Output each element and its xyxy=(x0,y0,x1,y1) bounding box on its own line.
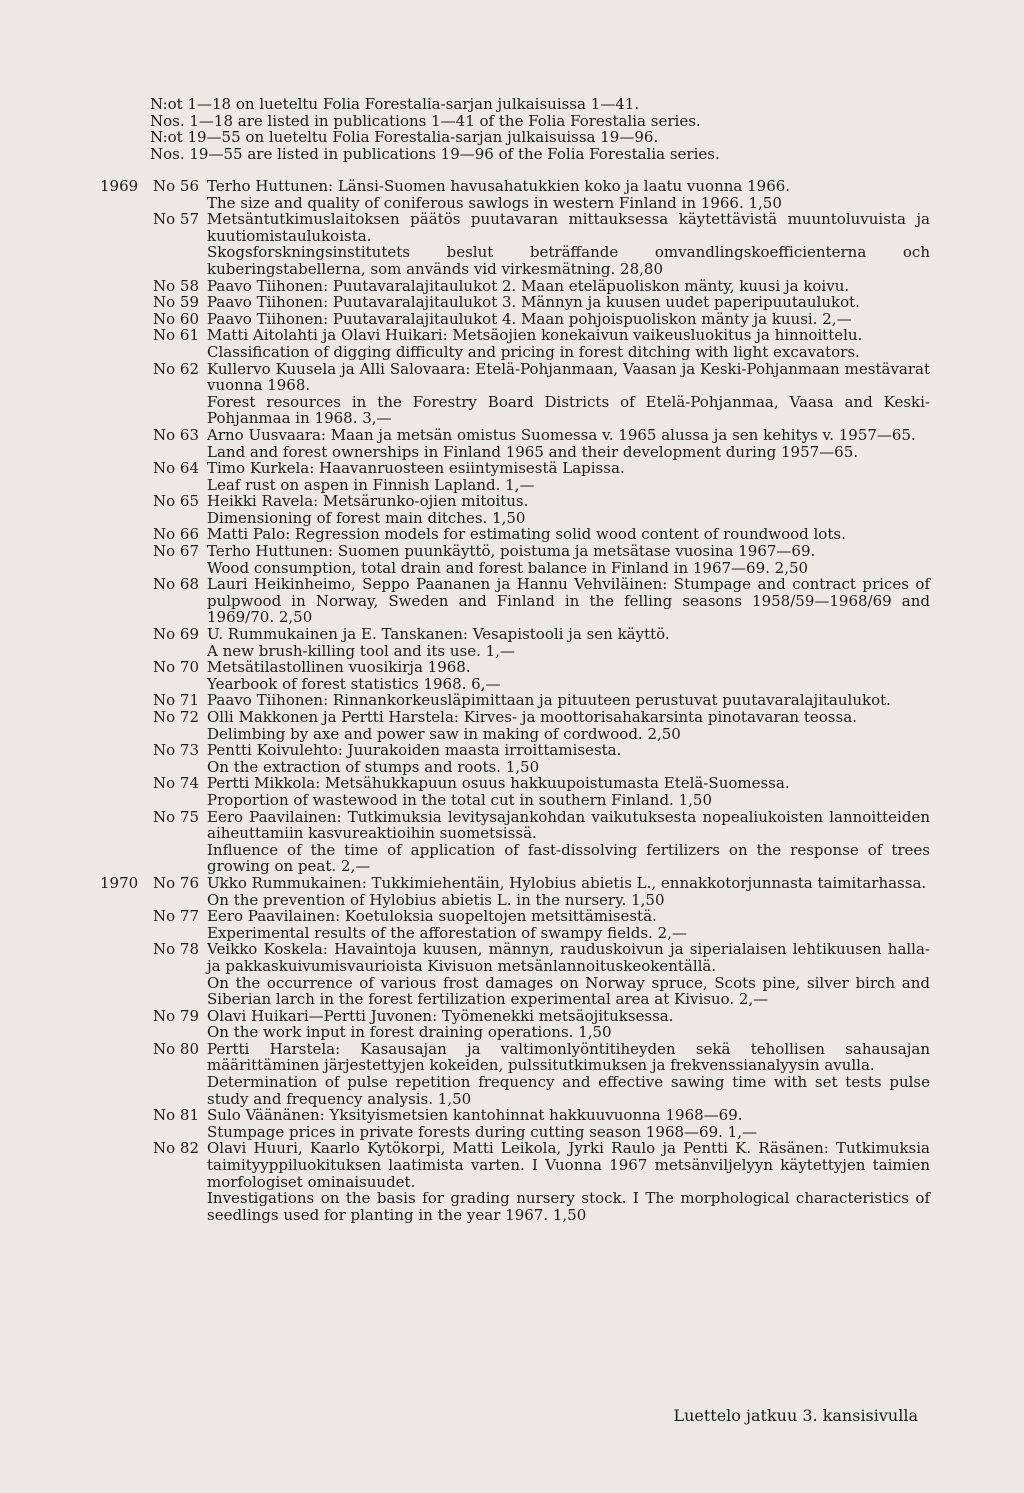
publication-entry xyxy=(100,659,930,692)
publication-entry xyxy=(100,1140,930,1223)
entry-title: Olavi Huikari—Pertti Juvonen: Työmenekki metsäojituksessa. xyxy=(207,1006,674,1025)
entry-translation: Land and forest ownerships in Finland 1965 and their development during 1957—65. xyxy=(207,442,859,461)
entry-title: Heikki Ravela: Metsärunko-ojien mitoitus. xyxy=(207,492,529,511)
entry-translation: On the work input in forest draining operations. 1,50 xyxy=(207,1023,612,1042)
entry-translation: Experimental results of the afforestation of swampy fields. 2,— xyxy=(207,923,687,942)
publication-entry xyxy=(100,278,930,295)
entry-number: No 72 xyxy=(153,708,200,726)
entry-number: No 73 xyxy=(153,741,200,760)
entry-translation: Yearbook of forest statistics 1968. 6,— xyxy=(207,674,501,693)
entry-translation: Skogsforskningsinstitutets beslut beträffande omvandlingskoefficienterna och kuberingstabellerna, som används vid virkesmätning. 28,80 xyxy=(207,243,930,278)
entry-number: No 80 xyxy=(153,1039,200,1058)
entry-number: No 64 xyxy=(153,459,200,478)
entry-number: No 75 xyxy=(153,807,200,826)
entry-title: Metsätilastollinen vuosikirja 1968. xyxy=(207,658,471,677)
entry-number: No 79 xyxy=(153,1006,200,1025)
entry-title: Eero Paavilainen: Koetuloksia suopeltojen metsittämisestä. xyxy=(207,907,657,926)
publication-entry xyxy=(100,626,930,659)
entry-translation: A new brush-killing tool and its use. 1,— xyxy=(207,641,515,660)
entry-title: Matti Palo: Regression models for estimating solid wood content of roundwood lots. xyxy=(207,525,846,544)
entry-title: Ukko Rummukainen: Tukkimiehentäin, Hylobius abietis L., ennakkotorjunnasta taimitarhassa. xyxy=(207,873,927,892)
entry-title: Terho Huttunen: Suomen puunkäyttö, poistuma ja metsätase vuosina 1967—69. xyxy=(207,542,816,561)
publication-entry xyxy=(100,427,930,460)
entry-title: Arno Uusvaara: Maan ja metsän omistus Suomessa v. 1965 alussa ja sen kehitys v. 1957—65. xyxy=(207,425,916,444)
entry-translation: Proportion of wastewood in the total cut in southern Finland. 1,50 xyxy=(207,790,712,809)
publication-entry xyxy=(100,809,930,875)
entry-title: Pentti Koivulehto: Juurakoiden maasta irroittamisesta. xyxy=(207,741,622,760)
entry-title: Metsäntutkimuslaitoksen päätös puutavaran mittauksessa käytettävistä muuntoluvuista ja kuutiomistaulukoista. xyxy=(207,210,930,245)
entry-title: Veikko Koskela: Havaintoja kuusen, männyn, rauduskoivun ja siperialaisen lehtikuusen halla- ja pakkaskuivumisvaurioista Kivisuon metsänlannoituskeokentällä. xyxy=(207,940,930,975)
entry-title: Paavo Tiihonen: Rinnankorkeusläpimittaan ja pituuteen perustuvat puutavaralajitaulukot. xyxy=(207,691,891,710)
entry-title: Pertti Mikkola: Metsähukkapuun osuus hakkuupoistumasta Etelä-Suomessa. xyxy=(207,774,790,793)
entry-translation: Delimbing by axe and power saw in making of cordwood. 2,50 xyxy=(207,724,681,743)
entry-number: No 78 xyxy=(153,940,200,959)
publication-entry xyxy=(100,178,930,211)
entry-translation: Forest resources in the Forestry Board Districts of Etelä-Pohjanmaa, Vaasa and Keski-Pohjanmaa in 1968. 3,— xyxy=(207,392,930,428)
publication-entry xyxy=(100,460,930,493)
publication-entry xyxy=(100,742,930,775)
entry-number: No 70 xyxy=(153,658,200,677)
entry-number: No 58 xyxy=(153,276,200,295)
entry-number: No 62 xyxy=(153,359,200,378)
publication-entry xyxy=(100,576,930,626)
entry-title: Matti Aitolahti ja Olavi Huikari: Metsäojien konekaivun vaikeusluokitus ja hinnoittelu. xyxy=(207,326,863,345)
entry-title: Paavo Tiihonen: Puutavaralajitaulukot 2. Maan eteläpuoliskon mänty, kuusi ja koivu. xyxy=(207,276,850,295)
intro-block xyxy=(150,96,930,162)
entry-translation: The size and quality of coniferous sawlogs in western Finland in 1966. 1,50 xyxy=(207,193,782,212)
entry-title: Kullervo Kuusela ja Alli Salovaara: Etelä-Pohjanmaan, Vaasan ja Keski-Pohjanmaan mestävarat vuonna 1968. xyxy=(207,359,930,395)
entry-translation: Determination of pulse repetition frequency and effective sawing time with set tests pulse study and frequency analysis. 1,50 xyxy=(207,1073,930,1108)
entry-number: No 56 xyxy=(153,177,200,195)
footer-note: Luettelo jatkuu 3. kansisivulla xyxy=(673,1406,918,1425)
entry-number: No 66 xyxy=(153,525,200,544)
entry-translation: Classification of digging difficulty and pricing in forest ditching with light excavators. xyxy=(207,342,860,361)
publication-entry xyxy=(100,941,930,1007)
entry-number: No 63 xyxy=(153,425,200,444)
entry-title: Pertti Harstela: Kasausajan ja valtimonlyöntitiheyden sekä tehollisen sahausajan määrittäminen järjestettyjen kokeiden, pulssitutkimuksen ja frekvenssianalyysin avulla. xyxy=(207,1039,930,1075)
publication-entry xyxy=(100,709,930,742)
publication-entry xyxy=(100,1008,930,1041)
entry-translation: Influence of the time of application of fast-dissolving fertilizers on the response of trees growing on peat. 2,— xyxy=(207,840,930,876)
entry-title: Terho Huttunen: Länsi-Suomen havusahatukkien koko ja laatu vuonna 1966. xyxy=(207,177,791,195)
entry-title: Olavi Huuri, Kaarlo Kytökorpi, Matti Leikola, Jyrki Raulo ja Pentti K. Räsänen: Tutkimuksia taimityyppiluokituksen laatimista varten. I Vuonna 1967 metsänviljelyyn käytettyjen taimien morfologiset ominaisuudet. xyxy=(207,1139,930,1191)
entry-number: No 82 xyxy=(153,1139,200,1158)
entry-number: No 71 xyxy=(153,691,200,710)
publication-entry xyxy=(100,908,930,941)
entry-title: Paavo Tiihonen: Puutavaralajitaulukot 4. Maan pohjoispuoliskon mänty ja kuusi. 2,— xyxy=(207,309,852,328)
entry-title: Paavo Tiihonen: Puutavaralajitaulukot 3. Männyn ja kuusen uudet paperipuutaulukot. xyxy=(207,293,860,312)
publication-entry xyxy=(100,1041,930,1107)
publication-entry xyxy=(100,875,930,908)
entry-translation: Investigations on the basis for grading nursery stock. I The morphological characteristics of seedlings used for planting in the year 1967. 1,50 xyxy=(207,1189,930,1224)
entry-translation: On the prevention of Hylobius abietis L. in the nursery. 1,50 xyxy=(207,890,665,909)
entry-number: No 77 xyxy=(153,907,200,926)
entry-number: No 69 xyxy=(153,625,200,644)
intro-line: N:ot 1—18 on lueteltu Folia Forestalia-sarjan julkaisuissa 1—41. xyxy=(150,95,640,113)
entry-title: Sulo Väänänen: Yksityismetsien kantohinnat hakkuuvuonna 1968—69. xyxy=(207,1106,743,1125)
entry-translation: Wood consumption, total drain and forest balance in Finland in 1967—69. 2,50 xyxy=(207,558,809,577)
entry-number: No 76 xyxy=(153,873,200,892)
publication-entry xyxy=(100,543,930,576)
publication-entry xyxy=(100,211,930,277)
intro-line: Nos. 19—55 are listed in publications 19—96 of the Folia Forestalia series. xyxy=(150,144,720,163)
publication-entry xyxy=(100,311,930,328)
publication-entry xyxy=(100,526,930,543)
entry-translation: Stumpage prices in private forests during cutting season 1968—69. 1,— xyxy=(207,1122,757,1141)
entry-number: No 81 xyxy=(153,1106,200,1125)
publication-entry xyxy=(100,775,930,808)
entry-number: No 59 xyxy=(153,293,200,312)
intro-line: Nos. 1—18 are listed in publications 1—41 of the Folia Forestalia series. xyxy=(150,111,701,130)
entry-translation: Dimensioning of forest main ditches. 1,50 xyxy=(207,508,526,527)
entry-year: 1969 xyxy=(100,177,139,195)
entry-translation: On the occurrence of various frost damages on Norway spruce, Scots pine, silver birch and Siberian larch in the forest fertilization experimental area at Kivisuo. 2,— xyxy=(207,973,930,1009)
entry-number: No 74 xyxy=(153,774,200,793)
entry-title: Olli Makkonen ja Pertti Harstela: Kirves- ja moottorisahakarsinta pinotavaran teossa. xyxy=(207,708,857,726)
entry-title: Timo Kurkela: Haavanruosteen esiintymisestä Lapissa. xyxy=(207,459,625,478)
entry-translation: Leaf rust on aspen in Finnish Lapland. 1,— xyxy=(207,475,535,494)
entry-year: 1970 xyxy=(100,873,139,892)
entry-translation: On the extraction of stumps and roots. 1,50 xyxy=(207,757,540,776)
entry-number: No 57 xyxy=(153,210,200,229)
entry-number: No 61 xyxy=(153,326,200,345)
publication-list xyxy=(100,178,930,1223)
entry-title: Lauri Heikinheimo, Seppo Paananen ja Hannu Vehviläinen: Stumpage and contract prices of pulpwood in Norway, Sweden and Finland in the felling seasons 1958/59—1968/69 and 1969/70. 2,50 xyxy=(207,575,930,627)
entry-number: No 60 xyxy=(153,309,200,328)
publication-entry xyxy=(100,361,930,427)
entry-title: Eero Paavilainen: Tutkimuksia levitysajankohdan vaikutuksesta nopealiukoisten lannoitteiden aiheuttamiin kasvureaktioihin suometsissä. xyxy=(207,807,930,843)
entry-title: U. Rummukainen ja E. Tanskanen: Vesapistooli ja sen käyttö. xyxy=(207,625,670,644)
entry-number: No 68 xyxy=(153,575,200,594)
entry-number: No 67 xyxy=(153,542,200,561)
publication-entry xyxy=(100,327,930,360)
publication-entry xyxy=(100,294,930,311)
entry-number: No 65 xyxy=(153,492,200,511)
publication-entry xyxy=(100,692,930,709)
publication-entry xyxy=(100,493,930,526)
publication-entry xyxy=(100,1107,930,1140)
intro-line: N:ot 19—55 on lueteltu Folia Forestalia-sarjan julkaisuissa 19—96. xyxy=(150,128,659,147)
